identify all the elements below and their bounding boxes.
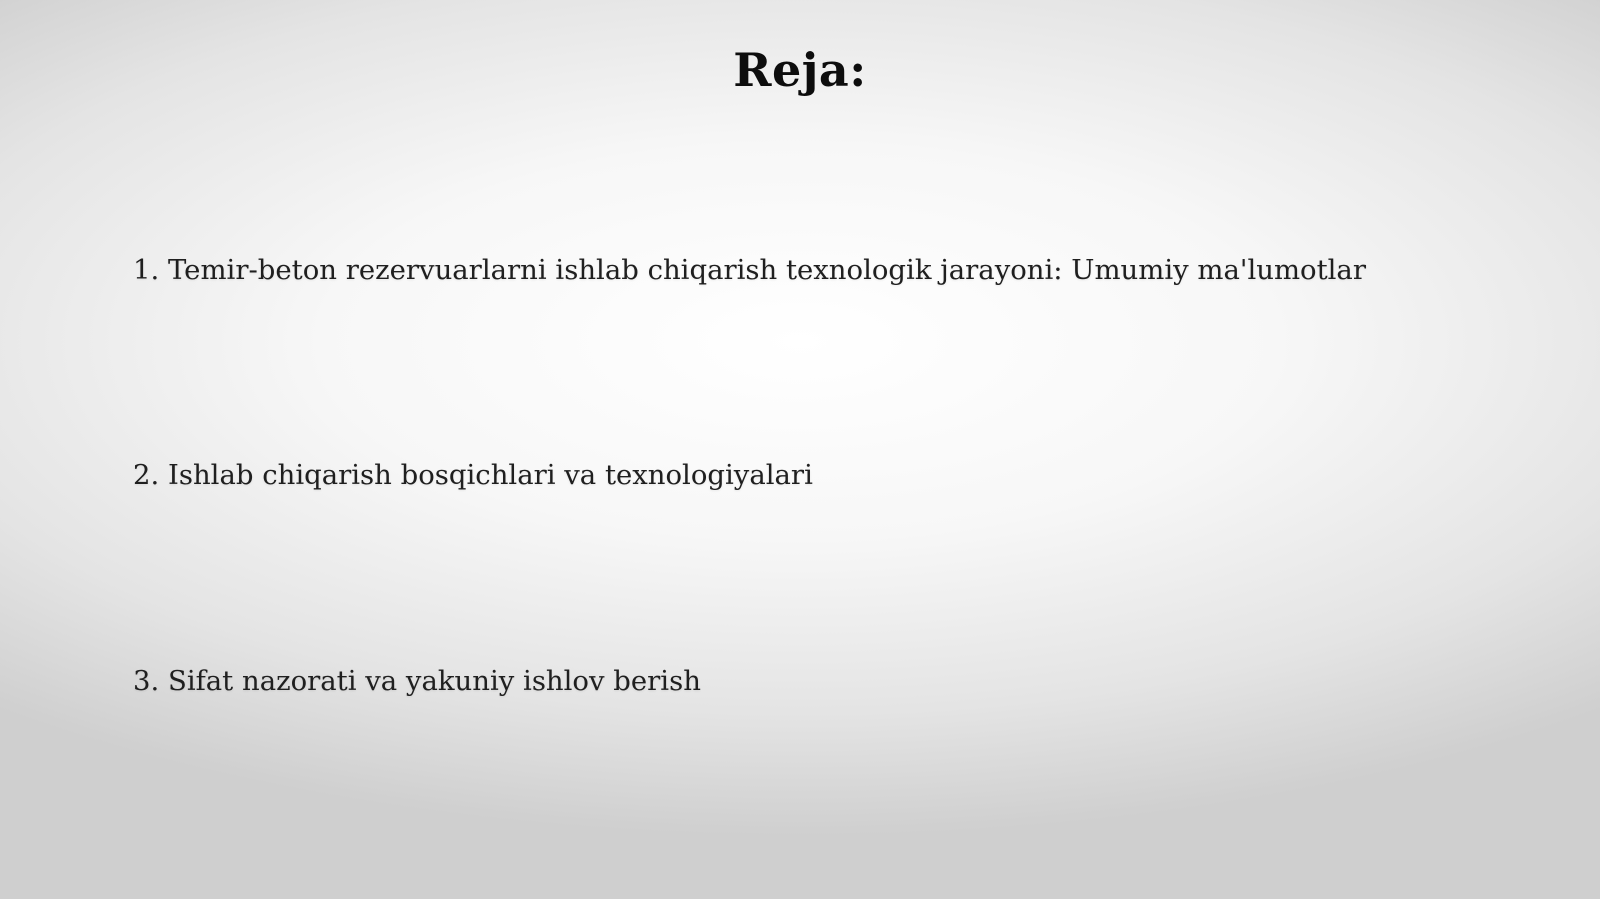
plan-item-1: 1. Temir-beton rezervuarlarni ishlab chiqarish texnologik jarayoni: Umumiy ma'lumotlar — [133, 254, 1366, 286]
plan-item-2: 2. Ishlab chiqarish bosqichlari va texnologiyalari — [133, 459, 813, 491]
slide-title: Reja: — [733, 43, 867, 97]
plan-item-3: 3. Sifat nazorati va yakuniy ishlov berish — [133, 665, 701, 697]
